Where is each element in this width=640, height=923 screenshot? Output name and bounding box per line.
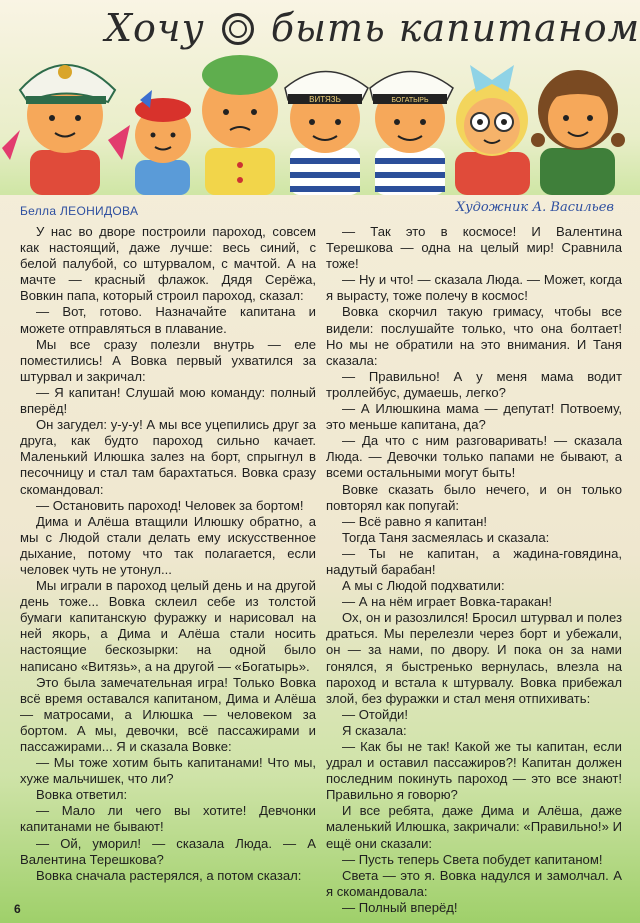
girl-captain-figure	[2, 65, 130, 195]
paragraph: — Ну и что! — сказала Люда. — Может, когда я вырасту, тоже полечу в космос!	[326, 272, 622, 304]
paragraph: — Да что с ним разговаривать! — сказала Люда. — Девочки только папами не бывают, а всеми остальными могут быть!	[326, 433, 622, 481]
cap-label-vityaz: ВИТЯЗЬ	[309, 95, 341, 104]
boy-green-hair-figure	[202, 55, 278, 195]
paragraph: Ох, он и разозлился! Бросил штурвал и полез драться. Мы перелезли через борт и убежали, он — за нами, по двору. И пока он за нами гонялся, я быстренько вернулась, влезла на пароход и встала к штурвалу. Вовка прибежал злой, без фуражки и стал меня отпихивать:	[326, 610, 622, 706]
paragraph: — Как бы не так! Какой же ты капитан, если удрал и оставил пассажиров?! Капитан должен последним покинуть пароход — это все знают! Правильно я говорю?	[326, 739, 622, 803]
text-column-right	[326, 224, 622, 916]
girl-glasses-figure	[455, 65, 530, 195]
paragraph: — А на нём играет Вовка-таракан!	[342, 594, 553, 610]
paragraph: — Ой, уморил! — сказала Люда. — А Валентина Терешкова?	[20, 835, 316, 867]
paragraph: Тогда Таня засмеялась и сказала:	[342, 529, 550, 545]
paragraph: Мы все сразу полезли внутрь — еле поместились! А Вовка первый ухватился за штурвал и закричал:	[20, 336, 316, 384]
paragraph: — Правильно! А у меня мама водит троллейбус, думаешь, легко?	[326, 368, 622, 400]
paragraph: Вовке сказать было нечего, и он только повторял как попугай:	[326, 481, 622, 513]
author-name	[20, 204, 138, 218]
author-last-name: ЛЕОНИДОВА	[59, 204, 139, 218]
paragraph: Вовка ответил:	[36, 787, 128, 803]
girl-brown-hair-figure	[531, 70, 625, 195]
paragraph: Вовка скорчил такую гримасу, чтобы все видели: послушайте только, что она болтает! Но мы не обратили на это внимания. И Таня сказала:	[326, 304, 622, 368]
paragraph: А мы с Людой подхватили:	[342, 578, 505, 594]
paragraph: Я сказала:	[342, 722, 407, 738]
paragraph: И все ребята, даже Дима и Алёша, даже маленький Илюшка, закричали: «Правильно!» И ещё они сказали:	[326, 803, 622, 851]
author-first-name: Белла	[20, 204, 57, 218]
paragraph: — Вот, готово. Назначайте капитана и можете отправляться в плавание.	[20, 304, 316, 336]
paragraph: — Так это в космосе! И Валентина Терешкова — одна на целый мир! Сравнила тоже!	[326, 224, 622, 272]
paragraph: Он загудел: у-у-у! А мы все уцепились друг за друга, как будто пароход сильно качает. Маленький Илюшка залез на борт, спрыгнул в песочницу и стал там барахтаться. Вовка сразу скомандовал:	[20, 417, 316, 497]
paragraph: Это была замечательная игра! Только Вовка всё время оставался капитаном, Дима и Алёша — матросами, а Илюшка — человеком за бортом. А мы, девочки, всё пассажирами и пассажирами... Я и сказала Вовке:	[20, 674, 316, 754]
header-illustration	[0, 0, 640, 195]
paragraph: У нас во дворе построили пароход, совсем как настоящий, даже лучше: весь синий, с белой палубой, со штурвалом, с мачтой. А на мачте — красный флажок. Дядя Серёжа, Вовкин папа, который строил пароход, сказал:	[20, 224, 316, 304]
paragraph: — Мало ли чего вы хотите! Девчонки капитанами не бывают!	[20, 803, 316, 835]
paragraph: Вовка сначала растерялся, а потом сказал:	[36, 867, 302, 883]
title-word-2: быть капитаном	[270, 6, 640, 50]
page-number: 6	[14, 902, 21, 916]
paragraph: — Всё равно я капитан!	[342, 513, 488, 529]
paragraph: — А Илюшкина мама — депутат! Потвоему, это меньше капитана, да?	[326, 401, 622, 433]
paragraph: Мы играли в пароход целый день и на другой день тоже... Вовка склеил себе из толстой бумаги капитанскую фуражку и нарисовал на ней якорь, а Дима и Алёша стали носить настоящие бескозырки: на одной было написано «Витязь», а на другой — «Богатырь».	[20, 578, 316, 674]
sailor-bogatyr-figure	[370, 72, 453, 196]
paragraph: Дима и Алёша втащили Илюшку обратно, а мы с Людой стали делать ему искусственное дыхание, потому что так полагается, если человек чуть не утонул...	[20, 513, 316, 577]
paragraph: — Ты не капитан, а жадина-говядина, надутый барабан!	[326, 545, 622, 577]
paragraph: — Я капитан! Слушай мою команду: полный вперёд!	[20, 384, 316, 417]
boy-beret-figure	[135, 90, 191, 195]
paragraph: — Остановить пароход! Человек за бортом!	[36, 497, 304, 513]
children-illustration	[0, 30, 640, 195]
paragraph: — Пусть теперь Света побудет капитаном!	[342, 851, 603, 867]
cap-label-bogatyr: БОГАТЫРЬ	[391, 97, 429, 104]
title-word-1: Хочу	[105, 6, 205, 50]
sailor-vityaz-figure	[285, 72, 368, 196]
paragraph: — Полный вперёд!	[342, 899, 458, 915]
paragraph: Света — это я. Вовка надулся и замолчал. А я скомандовала:	[326, 867, 622, 899]
illustrator-credit: Художник А. Васильев	[455, 200, 614, 215]
text-column-left	[20, 224, 316, 884]
paragraph: — Мы тоже хотим быть капитанами! Что мы, хуже мальчишек, что ли?	[20, 755, 316, 787]
paragraph: — Отойди!	[342, 706, 408, 722]
